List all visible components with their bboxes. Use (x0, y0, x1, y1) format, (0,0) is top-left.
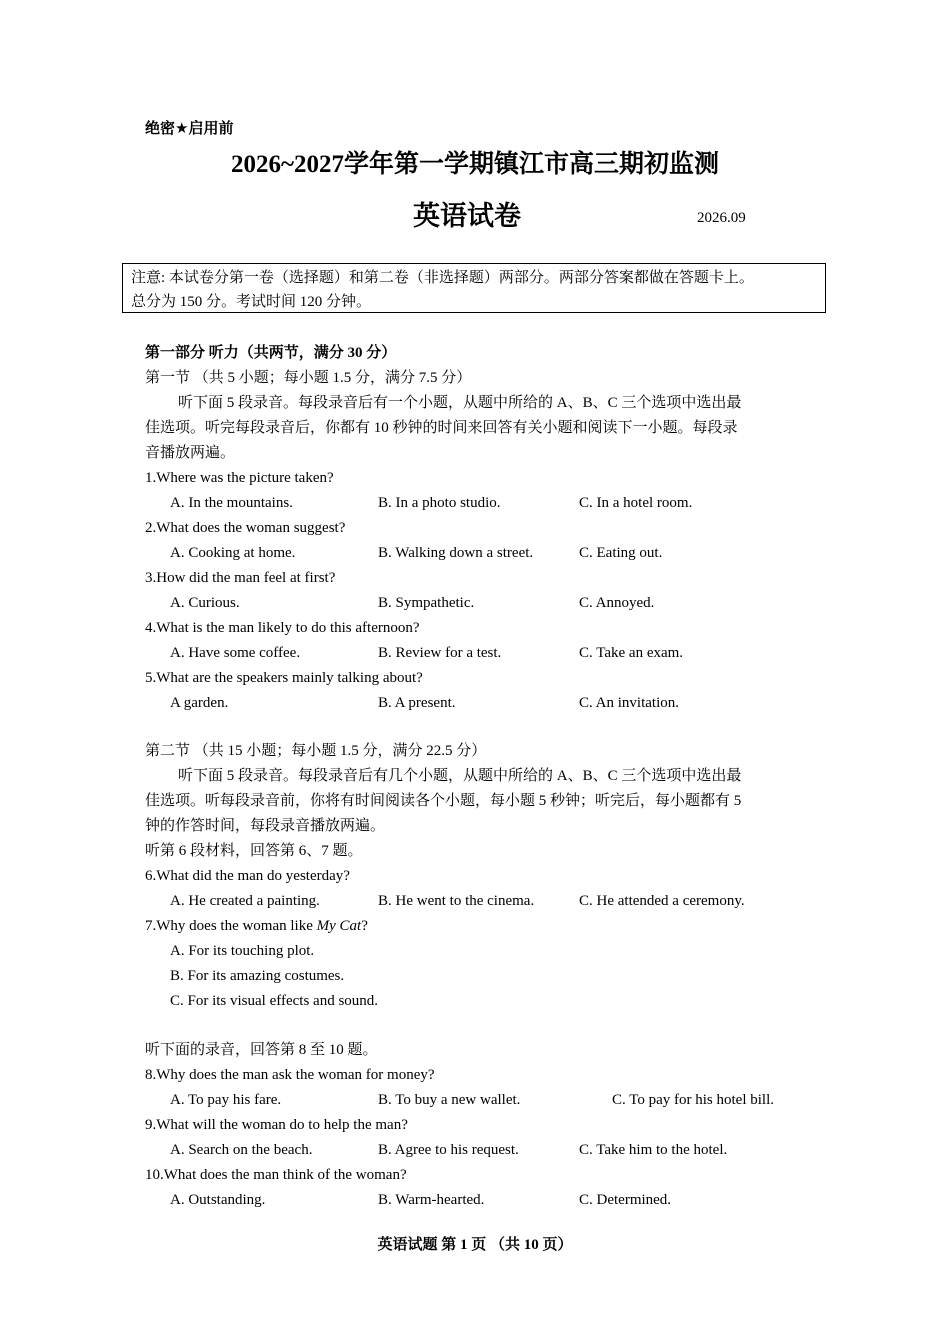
q4-option-c: C. Take an exam. (579, 645, 684, 661)
confidential-label: 绝密★启用前 (145, 119, 234, 137)
exam-title: 2026~2027学年第一学期镇江市高三期初监测 (230, 151, 719, 178)
q2-option-a: A. Cooking at home. (170, 545, 296, 561)
notice-line-2: 总分为 150 分。考试时间 120 分钟。 (131, 294, 372, 310)
section1-instruction-1: 听下面 5 段录音。每段录音后有一个小题，从题中所给的 A、B、C 三个选项中选出最 (178, 395, 742, 411)
q3-option-a: A. Curious. (170, 595, 240, 611)
q5-option-b: B. A present. (378, 695, 456, 711)
group-2-instruction: 听下面的录音，回答第 8 至 10 题。 (145, 1042, 378, 1058)
exam-subject-title: 英语试卷 (413, 201, 521, 232)
section2-heading: 第二节 （共 15 小题；每小题 1.5 分，满分 22.5 分） (145, 743, 487, 759)
question-6: 6.What did the man do yesterday? (145, 868, 350, 884)
section1-heading: 第一节 （共 5 小题；每小题 1.5 分，满分 7.5 分） (145, 370, 472, 386)
q7-option-b: B. For its amazing costumes. (170, 968, 345, 984)
q3-option-b: B. Sympathetic. (378, 595, 475, 611)
section1-instruction-3: 音播放两遍。 (145, 445, 236, 461)
q6-option-b: B. He went to the cinema. (378, 893, 535, 909)
q5-option-c: C. An invitation. (579, 695, 680, 711)
group-1-instruction: 听第 6 段材料，回答第 6、7 题。 (145, 843, 363, 859)
question-2: 2.What does the woman suggest? (145, 520, 346, 536)
q7-option-c: C. For its visual effects and sound. (170, 993, 379, 1009)
q2-option-b: B. Walking down a street. (378, 545, 534, 561)
q8-option-c: C. To pay for his hotel bill. (612, 1092, 774, 1108)
question-7-text: 7.Why does the woman like (145, 918, 317, 934)
question-7-mark: ? (361, 918, 368, 934)
question-8: 8.Why does the man ask the woman for money? (145, 1067, 435, 1083)
q10-option-b: B. Warm-hearted. (378, 1192, 485, 1208)
q10-option-a: A. Outstanding. (170, 1192, 266, 1208)
q9-option-b: B. Agree to his request. (378, 1142, 519, 1158)
exam-date: 2026.09 (697, 210, 746, 226)
q6-option-a: A. He created a painting. (170, 893, 320, 909)
page-footer: 英语试题 第 1 页 （共 10 页） (377, 1237, 573, 1253)
q8-option-b: B. To buy a new wallet. (378, 1092, 521, 1108)
question-7-film-title: My Cat (316, 918, 362, 934)
q5-option-a: A garden. (170, 695, 229, 711)
section2-instruction-1: 听下面 5 段录音。每段录音后有几个小题，从题中所给的 A、B、C 三个选项中选出最 (178, 768, 742, 784)
q10-option-c: C. Determined. (579, 1192, 672, 1208)
q2-option-c: C. Eating out. (579, 545, 663, 561)
question-5: 5.What are the speakers mainly talking about? (145, 670, 423, 686)
question-3: 3.How did the man feel at first? (145, 570, 336, 586)
q9-option-c: C. Take him to the hotel. (579, 1142, 728, 1158)
q8-option-a: A. To pay his fare. (170, 1092, 282, 1108)
notice-line-1: 注意: 本试卷分第一卷（选择题）和第二卷（非选择题）两部分。两部分答案都做在答题卡上。 (131, 270, 754, 286)
part1-heading: 第一部分 听力（共两节，满分 30 分） (145, 345, 397, 361)
q7-option-a: A. For its touching plot. (170, 943, 315, 959)
q3-option-c: C. Annoyed. (579, 595, 655, 611)
question-4: 4.What is the man likely to do this afternoon? (145, 620, 420, 636)
question-7 (145, 916, 368, 936)
q1-option-a: A. In the mountains. (170, 495, 293, 511)
q4-option-b: B. Review for a test. (378, 645, 502, 661)
section1-instruction-2: 佳选项。听完每段录音后，你都有 10 秒钟的时间来回答有关小题和阅读下一小题。每段录 (145, 420, 738, 436)
q1-option-b: B. In a photo studio. (378, 495, 501, 511)
q4-option-a: A. Have some coffee. (170, 645, 301, 661)
q1-option-c: C. In a hotel room. (579, 495, 693, 511)
question-9: 9.What will the woman do to help the man? (145, 1117, 408, 1133)
question-10: 10.What does the man think of the woman? (145, 1167, 407, 1183)
q9-option-a: A. Search on the beach. (170, 1142, 313, 1158)
section2-instruction-3: 钟的作答时间，每段录音播放两遍。 (145, 818, 386, 834)
section2-instruction-2: 佳选项。听每段录音前，你将有时间阅读各个小题，每小题 5 秒钟；听完后，每小题都有 5 (145, 793, 742, 809)
q6-option-c: C. He attended a ceremony. (579, 893, 745, 909)
question-1: 1.Where was the picture taken? (145, 470, 334, 486)
